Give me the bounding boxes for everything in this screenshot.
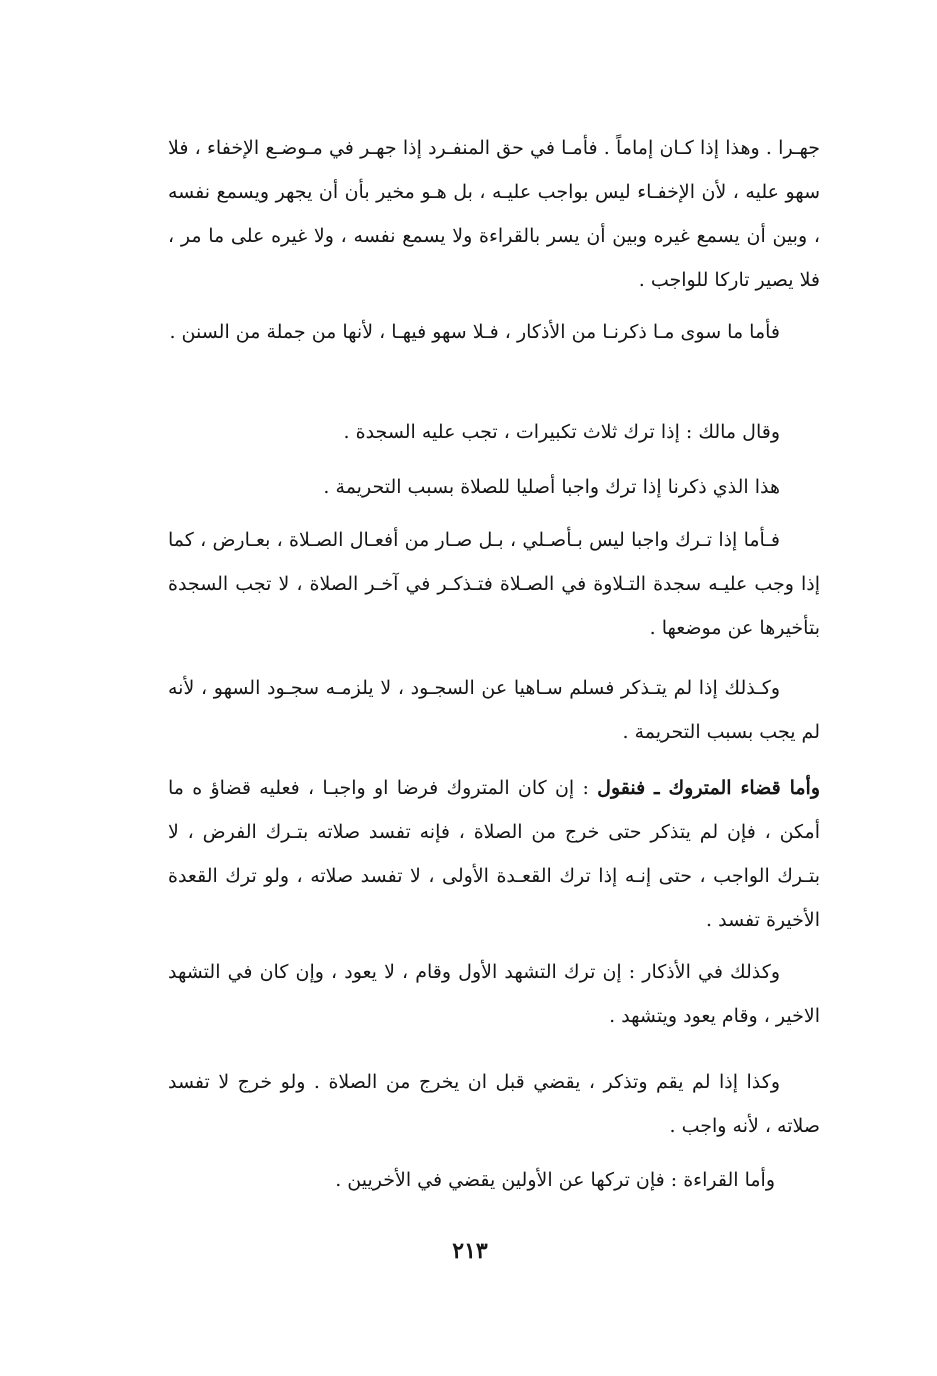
page-number: ٢١٣ bbox=[452, 1238, 488, 1264]
paragraph-2: فأما ما سوى مـا ذكرنـا من الأذكار ، فـلا سهو فيهـا ، لأنها من جملة من السنن . bbox=[169, 321, 780, 343]
paragraph-5: فـأما إذا تـرك واجبا ليس بـأصـلي ، بـل صـار من أفعـال الصـلاة ، بعـارض ، كما إذا وجب عليـه سجدة التـلاوة في الصـلاة فتـذكـر في آخـر الصلاة ، لا تجب السجدة بتأخيرها عن موضعها . bbox=[168, 529, 820, 639]
paragraph-4: هذا الذي ذكرنا إذا ترك واجبا أصليا للصلاة بسبب التحريمة . bbox=[323, 476, 780, 498]
paragraph-9: وكذا إذا لم يقم وتذكر ، يقضي قبل ان يخرج من الصلاة . ولو خرج لا تفسد صلاته ، لأنه واجب . bbox=[168, 1071, 820, 1137]
paragraph-7-body: : إن كان المتروك فرضا او واجبـا ، فعليه قضاؤ ه ما أمكن ، فإن لم يتذكر حتى خرج من الصلاة ، فإنه تفسد صلاته بتـرك الفرض ، لا بتـرك الواجب ، حتى إنـه إذا ترك القعـدة الأولى ، لا تفسد صلاته ، ولو ترك القعدة الأخيرة تفسد . bbox=[168, 777, 820, 931]
paragraph-8: وكذلك في الأذكار : إن ترك التشهد الأول وقام ، لا يعود ، وإن كان في التشهد الاخير ، وقام يعود ويتشهد . bbox=[168, 961, 820, 1027]
paragraph-6: وكـذلك إذا لم يتـذكر فسلم سـاهيا عن السجـود ، لا يلزمـه سجـود السهو ، لأنه لم يجب بسبب التحريمة . bbox=[168, 677, 820, 743]
paragraph-1: جهـرا . وهذا إذا كـان إماماً . فأمـا في حق المنفـرد إذا جهـر في مـوضـع الإخفاء ، فلا سهو عليه ، لأن الإخفـاء ليس بواجب عليـه ، بل هـو مخير بأن أن يجهر ويسمع نفسه ، وبين أن يسمع غيره وبين أن يسر بالقراءة ولا يسمع نفسه ، ولا غيره على ما مر ، فلا يصير تاركا للواجب . bbox=[168, 137, 820, 291]
paragraph-10: وأما القراءة : فإن تركها عن الأولين يقضي في الأخريين . bbox=[335, 1169, 775, 1191]
paragraph-7 bbox=[168, 766, 820, 942]
paragraph-3: وقال مالك : إذا ترك ثلاث تكبيرات ، تجب عليه السجدة . bbox=[343, 421, 780, 443]
section-heading: وأما قضاء المتروك ـ فنقول bbox=[597, 777, 820, 799]
